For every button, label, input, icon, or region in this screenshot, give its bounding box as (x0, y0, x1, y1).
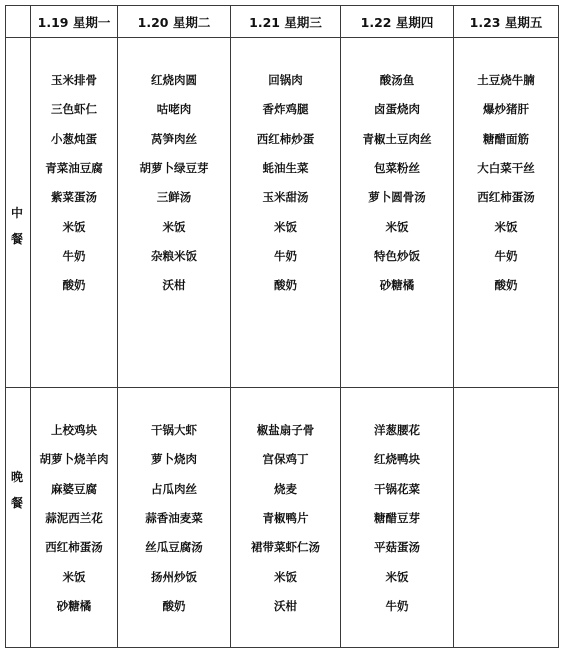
menu-item: 包菜粉丝 (374, 160, 420, 175)
menu-item: 胡萝卜烧羊肉 (39, 452, 109, 467)
menu-item: 沃柑 (274, 598, 297, 613)
menu-item: 玉米排骨 (51, 73, 97, 87)
menu-item: 米饭 (385, 219, 409, 234)
menu-item: 砂糖橘 (379, 278, 415, 293)
menu-item: 米饭 (274, 219, 297, 234)
menu-item: 青椒鸭片 (262, 510, 309, 525)
menu-item: 扬州炒饭 (151, 569, 197, 584)
day-header: 1.21 星期三 (249, 15, 322, 30)
menu-item: 酸奶 (162, 598, 186, 613)
menu-item: 特色炒饭 (374, 248, 420, 263)
menu-item: 宫保鸡丁 (262, 452, 309, 467)
menu-item: 蒜泥西兰花 (45, 510, 103, 525)
menu-item: 干锅花菜 (374, 481, 420, 496)
menu-item: 糖醋面筋 (483, 131, 529, 146)
menu-item: 洋葱腰花 (374, 423, 420, 437)
day-header: 1.20 星期二 (137, 15, 211, 30)
meal-label-lunch: 中 餐 (10, 206, 23, 246)
menu-item: 西红柿炒蛋 (256, 131, 315, 146)
menu-item: 青菜油豆腐 (45, 160, 103, 175)
meal-label-dinner: 晚 餐 (10, 470, 23, 510)
menu-item: 爆炒猪肝 (483, 102, 529, 117)
menu-item: 干锅大虾 (151, 423, 197, 437)
menu-item: 红烧肉圆 (151, 73, 197, 87)
menu-item: 西红柿蛋汤 (45, 540, 103, 555)
menu-item: 椒盐扇子骨 (256, 423, 315, 437)
grid-line-left (5, 5, 6, 648)
menu-item: 牛奶 (274, 248, 297, 263)
grid-line-top (5, 5, 559, 6)
day-header: 1.22 星期四 (360, 15, 434, 30)
menu-item: 糖醋豆芽 (374, 510, 420, 525)
menu-item: 玉米甜汤 (262, 190, 309, 205)
grid-line-lunch-bottom (5, 387, 559, 388)
menu-item: 砂糖橘 (56, 598, 92, 613)
menu-item: 酸汤鱼 (379, 73, 415, 87)
menu-item: 莴笋肉丝 (151, 131, 197, 146)
menu-item: 香炸鸡腿 (262, 102, 309, 117)
menu-item: 上校鸡块 (51, 423, 97, 437)
menu-item: 胡萝卜绿豆芽 (139, 160, 209, 175)
menu-item: 烧麦 (274, 481, 297, 496)
menu-item: 牛奶 (385, 598, 409, 613)
menu-item: 杂粮米饭 (151, 248, 197, 263)
menu-item: 米饭 (385, 569, 409, 584)
menu-item: 萝卜圆骨汤 (368, 190, 426, 205)
day-header: 1.23 星期五 (469, 15, 543, 30)
menu-item: 牛奶 (494, 248, 518, 263)
menu-item: 三鲜汤 (156, 190, 192, 205)
menu-item: 三色虾仁 (51, 102, 97, 117)
menu-item: 回锅肉 (268, 73, 303, 87)
menu-item: 米饭 (274, 569, 297, 584)
menu-item: 蒜香油麦菜 (145, 510, 203, 525)
menu-item: 西红柿蛋汤 (477, 190, 535, 205)
menu-item: 米饭 (494, 219, 518, 234)
menu-item: 蚝油生菜 (262, 160, 309, 175)
menu-item: 麻婆豆腐 (51, 481, 97, 496)
menu-item: 红烧鸭块 (374, 452, 420, 467)
menu-item: 大白菜干丝 (477, 160, 535, 175)
menu-item: 酸奶 (62, 278, 86, 293)
menu-item: 裙带菜虾仁汤 (251, 540, 320, 555)
menu-item: 萝卜烧肉 (151, 452, 197, 467)
menu-item: 占瓜肉丝 (151, 481, 197, 496)
menu-item: 牛奶 (62, 248, 86, 263)
menu-item: 丝瓜豆腐汤 (145, 540, 203, 555)
menu-item: 土豆烧牛腩 (477, 73, 535, 87)
grid-line-right (558, 5, 559, 648)
menu-item: 卤蛋烧肉 (374, 102, 420, 117)
menu-item: 米饭 (162, 219, 186, 234)
day-header: 1.19 星期一 (37, 15, 111, 30)
menu-item: 平菇蛋汤 (374, 540, 420, 555)
menu-item: 咕咾肉 (156, 102, 192, 117)
grid-line-header-bottom (5, 37, 559, 38)
menu-item: 米饭 (62, 569, 86, 584)
menu-item: 酸奶 (274, 278, 297, 293)
menu-item: 酸奶 (494, 278, 518, 293)
menu-item: 小葱炖蛋 (51, 131, 97, 146)
menu-item: 青椒土豆肉丝 (362, 131, 432, 146)
menu-item: 米饭 (62, 219, 86, 234)
menu-item: 紫菜蛋汤 (51, 190, 97, 205)
grid-line-bottom (5, 647, 559, 648)
menu-item: 沃柑 (162, 278, 186, 293)
